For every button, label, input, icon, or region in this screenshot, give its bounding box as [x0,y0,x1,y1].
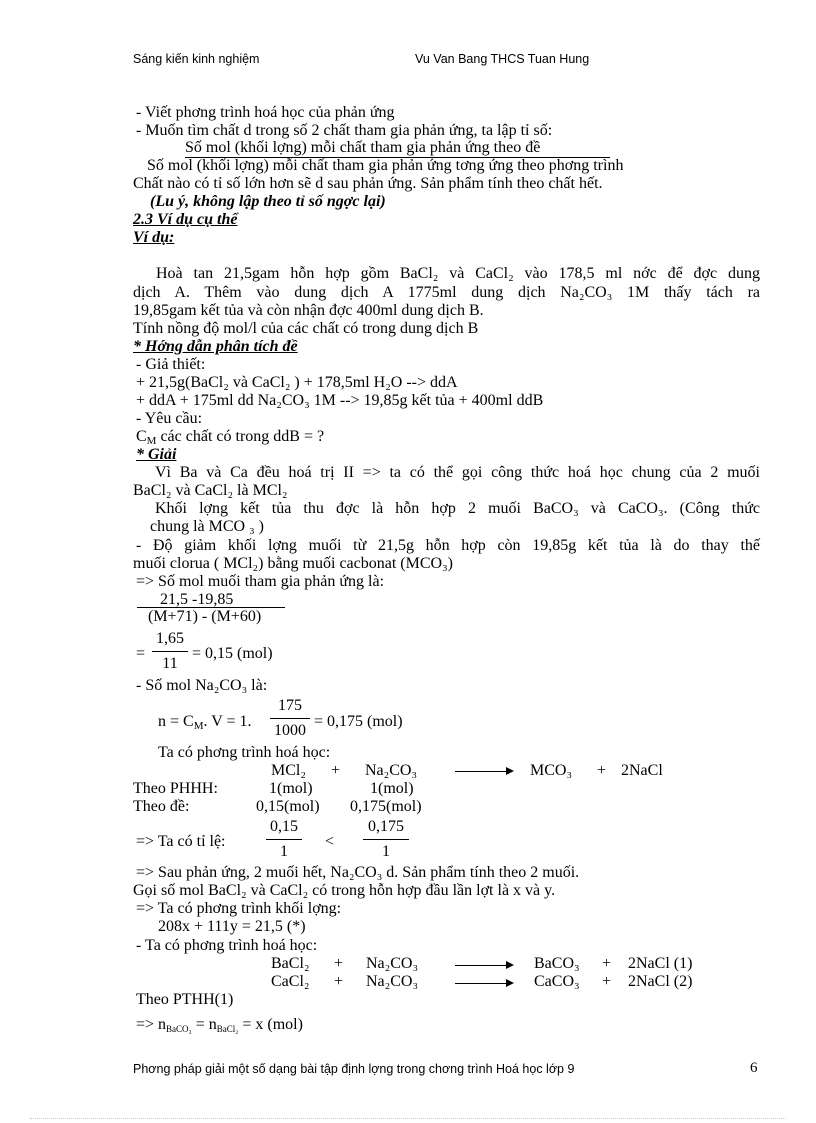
footer-text: Phơng pháp giải một số dạng bài tập định lợng trong chơng trình Hoá học lớp 9 [133,1062,575,1076]
example-label: Ví dụ: [133,229,175,246]
page-number: 6 [750,1060,758,1076]
method-note: (Lu ý, không lập theo tỉ số ngợc lại) [150,193,386,210]
reaction-2-reactant-1: CaCl₂ [271,973,310,990]
solution-line-9: Ta có phơng trình hoá học: [158,744,331,761]
fraction-3-numerator: 175 [270,697,310,719]
theo-de-label: Theo đề: [133,798,190,815]
reaction-2-plus-1: + [334,973,344,990]
method-line-3: Chất nào có tỉ số lớn hơn sẽ d sau phản ứng. Sản phẩm tính theo chất hết. [133,175,603,192]
guide-given: - Giả thiết: [136,356,206,373]
reaction-plus-2: + [597,762,607,779]
theo-de-value-1: 0,15(mol) [256,798,320,815]
solution-line-14: - Ta có phơng trình hoá học: [136,937,318,954]
fraction-4 [266,818,302,861]
method-line-1: - Viết phơng trình hoá học của phản ứng [136,104,395,121]
fraction-1-denominator: (M+71) - (M+60) [148,608,262,625]
reaction-reactant-2: Na₂CO₃ [365,762,418,779]
theo-phhh-label: Theo PHHH: [133,780,218,797]
header-left: Sáng kiến kinh nghiệm [133,52,260,66]
solution-line-10: => Sau phản ứng, 2 muối hết, Na₂CO₃ d. Sản phẩm tính theo 2 muối. [136,864,580,881]
guide-given-1: + 21,5g(BaCl₂ và CaCl₂ ) + 178,5ml H₂O --> ddA [136,374,458,391]
reaction-1-plus-1: + [334,955,344,972]
fraction-4-denominator: 1 [280,843,288,860]
section-heading: 2.3 Ví dụ cụ thể [133,211,238,228]
reaction-1-product-1: BaCO₃ [534,955,580,972]
page-bottom-divider [30,1118,786,1119]
fraction-2 [152,630,188,673]
less-than-sign: < [325,833,335,850]
guide-require: - Yêu cầu: [136,410,203,427]
guide-heading: * Hớng dẫn phân tích đề [133,338,298,355]
problem-line-3: 19,85gam kết tủa và còn nhận đợc 400ml dung dịch B. [133,302,484,319]
reaction-product-1: MCO₃ [530,762,573,779]
reaction-1-reactant-1: BaCl₂ [271,955,310,972]
solution-line-1: Vì Ba và Ca đều hoá trị II => ta có thể gọi công thức hoá học chung của 2 muối [155,464,760,481]
solution-line-6: muối clorua ( MCl₂) bằng muối cacbonat (MCO₃) [133,555,453,572]
ratio-label: => Ta có tỉ lệ: [136,833,226,850]
fraction-4-numerator: 0,15 [266,818,302,840]
reaction-1-reactant-2: Na₂CO₃ [366,955,419,972]
fraction-3 [270,697,310,740]
theo-phhh-value-2: 1(mol) [370,780,414,797]
solution-line-5: - Độ giảm khối lợng muối từ 21,5g hỗn hợp còn 19,85g kết tủa là do thay thế [136,537,760,554]
solution-line-4: chung là MCO ₃ ) [150,518,265,535]
fraction-2-result: = 0,15 (mol) [192,645,273,662]
solution-line-2: BaCl₂ và CaCl₂ là MCl₂ [133,482,288,499]
solution-line-8: - Số mol Na₂CO₃ là: [136,677,268,694]
solution-line-7: => Số mol muối tham gia phản ứng là: [136,573,385,590]
theo-phhh-value-1: 1(mol) [269,780,313,797]
solution-line-16: => $n_{BaCO_3} = n_{BaCl_2} = x$ (mol) [136,1016,303,1034]
ratio-denominator: Số mol (khối lợng) mỗi chất tham gia phản ứng tơng ứng theo phơng trình [147,157,624,174]
mass-equation: 208x + 111y = 21,5 (*) [158,918,306,935]
reaction-2-reactant-2: Na₂CO₃ [366,973,419,990]
fraction-5-denominator: 1 [382,843,390,860]
solution-line-11: Gọi số mol BaCl₂ và CaCl₂ có trong hỗn hợp đầu lần lợt là x và y. [133,882,556,899]
reaction-2-product-2: 2NaCl (2) [628,973,693,990]
solution-line-15: Theo PTHH(1) [136,991,234,1008]
solution-heading: * Giải [136,446,177,463]
fraction-1-numerator: 21,5 -19,85 [160,591,234,608]
fraction-3-denominator: 1000 [274,722,306,739]
problem-line-4: Tính nồng độ mol/l của các chất có trong dung dịch B [133,320,479,337]
method-line-2: - Muốn tìm chất d trong số 2 chất tham gia phản ứng, ta lập tỉ số: [136,122,553,139]
equals-sign: = [136,645,146,662]
reaction-2-arrow [455,983,512,984]
fraction-3-result: = 0,175 (mol) [314,713,403,730]
fraction-2-denominator: 11 [162,655,178,672]
n-expression: $n = C_M$. V = 1. [158,713,252,732]
problem-line-2: dịch A. Thêm vào dung dịch A 1775ml dung dịch Na₂CO₃ 1M thấy tách ra [133,284,760,301]
fraction-2-numerator: 1,65 [152,630,188,652]
reaction-product-2: 2NaCl [621,762,663,779]
header-right: Vu Van Bang THCS Tuan Hung [415,52,590,66]
theo-de-value-2: 0,175(mol) [350,798,422,815]
reaction-2-plus-2: + [602,973,612,990]
fraction-5 [363,818,409,861]
guide-require-expr: $C_M$ các chất có trong ddB = ? [136,428,325,447]
reaction-reactant-1: MCl₂ [271,762,306,779]
fraction-5-numerator: 0,175 [363,818,409,840]
problem-line-1: Hoà tan 21,5gam hỗn hợp gồm BaCl₂ và CaCl₂ vào 178,5 ml nớc để đợc dung [156,265,760,282]
solution-line-12: => Ta có phơng trình khối lợng: [136,900,342,917]
reaction-1-product-2: 2NaCl (1) [628,955,693,972]
reaction-1-arrow [455,965,512,966]
reaction-arrow [455,771,512,772]
reaction-plus-1: + [331,762,341,779]
guide-given-2: + ddA + 175ml dd Na₂CO₃ 1M --> 19,85g kết tủa + 400ml ddB [136,392,544,409]
reaction-2-product-1: CaCO₃ [534,973,580,990]
solution-line-3: Khối lợng kết tủa thu đợc là hỗn hợp 2 muối BaCO₃ và CaCO₃. (Công thức [155,500,760,517]
reaction-1-plus-2: + [602,955,612,972]
ratio-numerator: Số mol (khối lợng) mỗi chất tham gia phản ứng theo đề [185,139,610,158]
